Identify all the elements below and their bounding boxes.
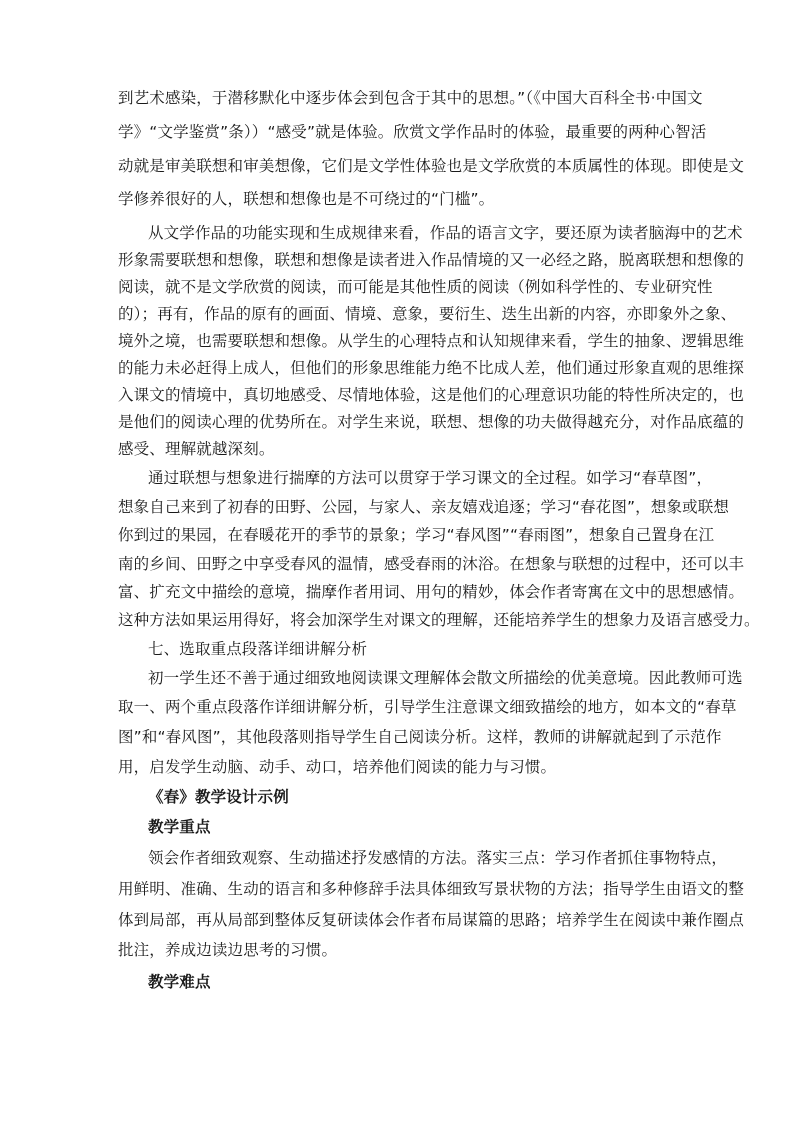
- section-heading: 七、选取重点段落详细讲解分析: [148, 640, 368, 658]
- text-line: 到艺术感染，于潜移默化中逐步体会到包含于其中的思想。”（《中国大百科全书·中国文: [118, 89, 703, 107]
- text-line: 形象需要联想和想像，联想和想像是读者进入作品情境的又一必经之路，脱离联想和想像的: [118, 251, 745, 269]
- text-line: 的能力未必赶得上成人，但他们的形象思维能力绝不比成人差，他们通过形象直观的思维探: [118, 359, 745, 377]
- text-line: 批注，养成边读边思考的习惯。: [118, 941, 338, 959]
- text-line: 取一、两个重点段落作详细讲解分析，引导学生注意课文细致描绘的地方，如本文的“春草: [118, 698, 737, 716]
- design-title: 《春》教学设计示例: [148, 788, 289, 806]
- text-line: 境外之境，也需要联想和想像。从学生的心理特点和认知规律来看，学生的抽象、逻辑思维: [118, 332, 745, 350]
- text-line: 用，启发学生动脑、动手、动口，培养他们阅读的能力与习惯。: [118, 758, 557, 776]
- text-line: 学》“文学鉴赏”条））“感受”就是体验。欣赏文学作品时的体验，最重要的两种心智活: [118, 123, 707, 141]
- text-line: 从文学作品的功能实现和生成规律来看，作品的语言文字，要还原为读者脑海中的艺术: [148, 224, 743, 242]
- text-line: 感受、理解就越深刻。: [118, 440, 275, 458]
- text-line: 的）；再有，作品的原有的画面、情境、意象，要衍生、迭生出新的内容，亦即象外之象、: [118, 305, 737, 323]
- heading-teaching-focus: 教学重点: [148, 818, 211, 836]
- text-line: 领会作者细致观察、生动描述抒发感情的方法。落实三点：学习作者抓住事物特点，: [148, 849, 728, 867]
- text-line: 富、扩充文中描绘的意境，揣摩作者用词、用句的精妙，体会作者寄寓在文中的思想感情。: [118, 583, 745, 601]
- text-line: 通过联想与想象进行揣摩的方法可以贯穿于学习课文的全过程。如学习“春草图”，: [148, 469, 713, 487]
- text-line: 初一学生还不善于通过细致地阅读课文理解体会散文所描绘的优美意境。因此教师可选: [148, 669, 743, 687]
- text-line: 阅读，就不是文学欣赏的阅读，而可能是其他性质的阅读（例如科学性的、专业研究性: [118, 278, 713, 296]
- text-line: 南的乡间、田野之中享受春风的温情，感受春雨的沐浴。在想象与联想的过程中，还可以丰: [118, 555, 745, 573]
- text-line: 是他们的阅读心理的优势所在。对学生来说，联想、想像的功夫做得越充分，对作品底蕴的: [118, 413, 745, 431]
- text-line: 入课文的情境中，真切地感受、尽情地体验，这是他们的心理意识功能的特性所决定的，也: [118, 386, 745, 404]
- heading-teaching-difficulty: 教学难点: [148, 973, 211, 991]
- text-line: 动就是审美联想和审美想像，它们是文学性体验也是文学欣赏的本质属性的体现。即使是文: [118, 157, 745, 175]
- text-line: 这种方法如果运用得好，将会加深学生对课文的理解，还能培养学生的想象力及语言感受力。: [118, 611, 760, 629]
- text-line: 想象自己来到了初春的田野、公园，与家人、亲友嬉戏追逐；学习“春花图”，想象或联想: [118, 498, 730, 516]
- text-line: 体到局部，再从局部到整体反复研读体会作者布局谋篇的思路；培养学生在阅读中兼作圈点: [118, 911, 745, 929]
- text-line: 用鲜明、准确、生动的语言和多种修辞手法具体细致写景状物的方法；指导学生由语文的整: [118, 880, 745, 898]
- text-line: 图”和“春风图”，其他段落则指导学生自己阅读分析。这样，教师的讲解就起到了示范作: [118, 728, 722, 746]
- text-line: 你到过的果园，在春暖花开的季节的景象；学习“春风图”“春雨图”，想象自己置身在江: [118, 526, 715, 544]
- text-line: 学修养很好的人，联想和想像也是不可绕过的“门槛”。: [118, 190, 495, 208]
